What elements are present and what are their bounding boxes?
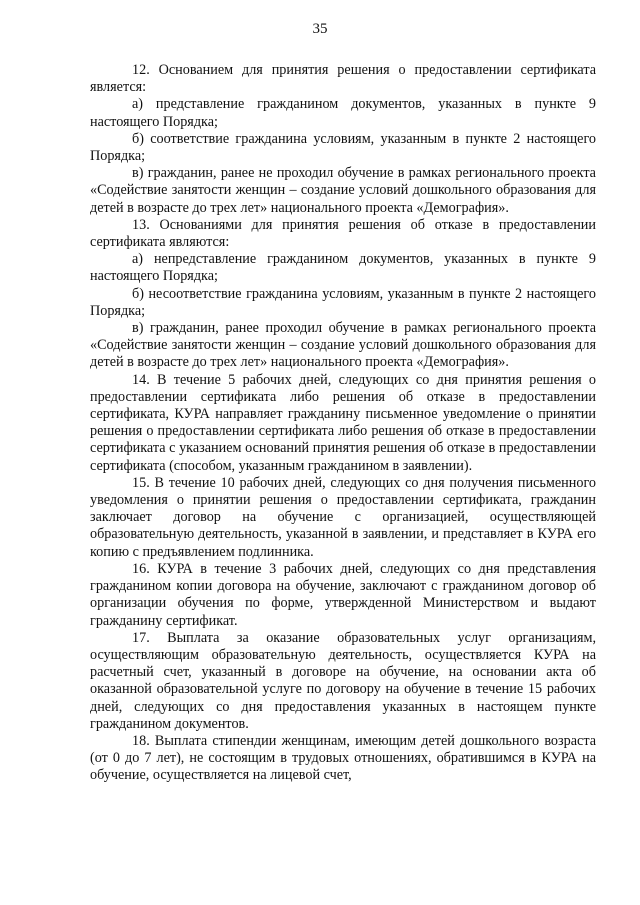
paragraph-14: 14. В течение 5 рабочих дней, следующих со дня принятия решения о предоставлении сертификата либо решения об отказе в предоставлении сертификата, КУРА направляет гражданину письменное уведомление о принятии решения о предоставлении сертификата либо решения об отказе в предоставлении сертификата с указанием оснований принятия решения об отказе в предоставлении сертификата (способом, указанным гражданином в заявлении). (90, 371, 596, 474)
paragraph-12: 12. Основанием для принятия решения о предоставлении сертификата является: (90, 62, 596, 96)
page-number: 35 (312, 21, 328, 37)
paragraph-13-a: а) непредставление гражданином документов, указанных в пункте 9 настоящего Порядка; (90, 251, 596, 285)
paragraph-13: 13. Основаниями для принятия решения об отказе в предоставлении сертификата являются: (90, 216, 596, 251)
paragraph-12-v: в) гражданин, ранее не проходил обучение в рамках регионального проекта «Содействие занятости женщин – создание условий дошкольного образования для детей в возрасте до трех лет» национального проекта «Демография». (90, 165, 596, 216)
paragraph-13-v: в) гражданин, ранее проходил обучение в рамках регионального проекта «Содействие занятости женщин – создание условий дошкольного образования для детей в возрасте до трех лет» национального проекта «Демография». (90, 320, 596, 371)
paragraph-12-a: а) представление гражданином документов, указанных в пункте 9 настоящего Порядка; (90, 96, 596, 130)
paragraph-18: 18. Выплата стипендии женщинам, имеющим детей дошкольного возраста (от 0 до 7 лет), не состоящим в трудовых отношениях, обратившимся в КУРА на обучение, осуществляется на лицевой счет, (90, 732, 596, 784)
document-body (90, 62, 596, 785)
paragraph-13-b: б) несоответствие гражданина условиям, указанным в пункте 2 настоящего Порядка; (90, 285, 596, 319)
paragraph-12-b: б) соответствие гражданина условиям, указанным в пункте 2 настоящего Порядка; (90, 130, 596, 165)
paragraph-17: 17. Выплата за оказание образовательных услуг организациям, осуществляющим образовательную деятельность, осуществляется КУРА на расчетный счет, указанный в договоре на обучение, на основании акта об оказанной образовательной услуге по договору на обучение в течение 15 рабочих дней, следующих со дня предоставления указанных в настоящем пункте гражданином документов. (90, 629, 596, 732)
paragraph-16: 16. КУРА в течение 3 рабочих дней, следующих со дня представления гражданином копии договора на обучение, заключают с гражданином договор об организации обучения по форме, утвержденной Министерством и выдают гражданину сертификат. (90, 560, 596, 629)
paragraph-15: 15. В течение 10 рабочих дней, следующих со дня получения письменного уведомления о принятии решения о предоставлении сертификата, гражданин заключает договор на обучение с организацией, осуществляющей образовательную деятельность, указанной в заявлении, и представляет в КУРА его копию с предъявлением подлинника. (90, 474, 596, 560)
